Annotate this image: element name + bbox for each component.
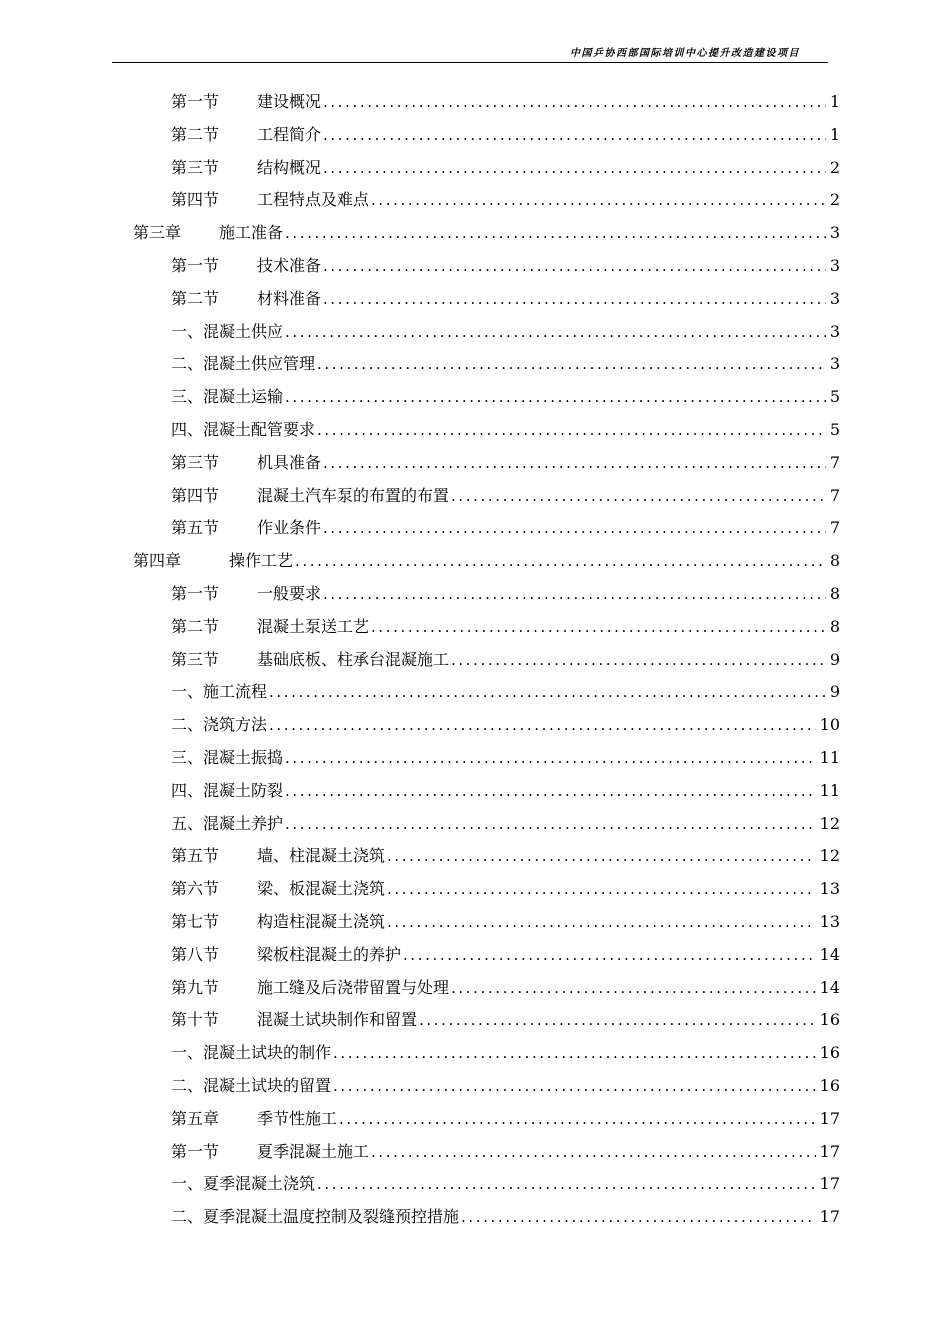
toc-dot-leader xyxy=(333,1070,816,1102)
toc-entry-title: 混凝土试块制作和留置 xyxy=(257,1010,418,1029)
toc-entry-page-number: 3 xyxy=(829,223,840,242)
toc-entry-label xyxy=(171,250,321,282)
toc-entry[interactable] xyxy=(171,676,840,708)
toc-entry-title: 二、夏季混凝土温度控制及裂缝预控措施 xyxy=(171,1207,460,1226)
toc-dot-leader xyxy=(323,447,826,479)
toc-entry-number: 第二节 xyxy=(171,125,220,144)
toc-dot-leader xyxy=(371,1136,816,1168)
toc-entry-number: 第五节 xyxy=(171,846,220,865)
toc-entry[interactable] xyxy=(171,1136,840,1168)
toc-entry[interactable] xyxy=(171,152,840,184)
toc-entry-page-number: 12 xyxy=(819,814,840,833)
toc-entry-number: 第五节 xyxy=(171,518,220,537)
toc-entry-page-number: 17 xyxy=(819,1109,840,1128)
toc-entry-title: 季节性施工 xyxy=(257,1109,338,1128)
toc-entry-number: 第一节 xyxy=(171,584,220,603)
toc-entry-page-number: 1 xyxy=(829,92,840,111)
toc-dot-leader xyxy=(285,775,816,807)
toc-dot-leader xyxy=(317,414,826,446)
toc-entry-page-number: 3 xyxy=(829,322,840,341)
toc-entry-title: 二、浇筑方法 xyxy=(171,715,268,734)
toc-entry-label xyxy=(171,414,315,446)
toc-entry-number: 第四节 xyxy=(171,486,220,505)
toc-entry-title: 作业条件 xyxy=(257,518,322,537)
toc-entry-page-number: 16 xyxy=(819,1043,840,1062)
toc-entry-label xyxy=(171,381,283,413)
toc-dot-leader xyxy=(269,676,826,708)
toc-entry-label xyxy=(171,1037,331,1069)
toc-entry-title: 一、混凝土试块的制作 xyxy=(171,1043,332,1062)
toc-entry-page-number: 13 xyxy=(819,879,840,898)
toc-entry-title: 一般要求 xyxy=(257,584,322,603)
toc-entry-title: 一、施工流程 xyxy=(171,682,268,701)
toc-entry-number: 第五章 xyxy=(171,1109,220,1128)
toc-dot-leader xyxy=(387,906,816,938)
toc-entry-page-number: 13 xyxy=(819,912,840,931)
toc-entry-page-number: 8 xyxy=(829,551,840,570)
toc-entry-number: 第九节 xyxy=(171,978,220,997)
toc-entry[interactable] xyxy=(171,184,840,216)
toc-entry[interactable] xyxy=(171,1004,840,1036)
toc-entry[interactable] xyxy=(171,709,840,741)
toc-entry-label xyxy=(171,742,283,774)
toc-entry-page-number: 9 xyxy=(829,650,840,669)
toc-entry-number: 第一节 xyxy=(171,1142,220,1161)
toc-entry-page-number: 2 xyxy=(829,190,840,209)
toc-entry-page-number: 7 xyxy=(829,486,840,505)
toc-entry[interactable] xyxy=(171,1070,840,1102)
toc-entry-page-number: 8 xyxy=(829,584,840,603)
toc-entry-page-number: 2 xyxy=(829,158,840,177)
toc-entry-title: 三、混凝土运输 xyxy=(171,387,284,406)
toc-entry-label xyxy=(171,775,283,807)
toc-entry-label xyxy=(171,512,321,544)
toc-entry-number: 第二节 xyxy=(171,617,220,636)
toc-entry-page-number: 9 xyxy=(829,682,840,701)
toc-entry[interactable] xyxy=(171,906,840,938)
toc-entry-title: 混凝土泵送工艺 xyxy=(257,617,370,636)
toc-dot-leader xyxy=(323,250,826,282)
toc-entry-title: 一、夏季混凝土浇筑 xyxy=(171,1174,316,1193)
toc-entry-page-number: 5 xyxy=(829,420,840,439)
toc-entry-title: 工程特点及难点 xyxy=(257,190,370,209)
toc-entry-label xyxy=(171,152,321,184)
toc-entry[interactable] xyxy=(171,283,840,315)
toc-entry-title: 施工准备 xyxy=(219,223,284,242)
toc-entry-title: 机具准备 xyxy=(257,453,322,472)
toc-entry-number: 第二节 xyxy=(171,289,220,308)
toc-dot-leader xyxy=(419,1004,816,1036)
toc-entry-label xyxy=(171,1070,331,1102)
toc-dot-leader xyxy=(285,217,826,249)
toc-entry-number: 第三节 xyxy=(171,158,220,177)
toc-entry-page-number: 10 xyxy=(819,715,840,734)
toc-entry-title: 二、混凝土试块的留置 xyxy=(171,1076,332,1095)
toc-entry-number: 第四节 xyxy=(171,190,220,209)
toc-dot-leader xyxy=(269,709,816,741)
toc-entry-label xyxy=(171,1168,315,1200)
toc-entry-title: 结构概况 xyxy=(257,158,322,177)
toc-entry-label xyxy=(171,316,283,348)
toc-entry[interactable] xyxy=(171,1168,840,1200)
toc-entry-page-number: 17 xyxy=(819,1207,840,1226)
toc-dot-leader xyxy=(339,1103,816,1135)
toc-entry-page-number: 3 xyxy=(829,256,840,275)
toc-entry[interactable] xyxy=(171,644,840,676)
toc-entry-label xyxy=(171,939,401,971)
toc-entry-title: 四、混凝土配管要求 xyxy=(171,420,316,439)
toc-dot-leader xyxy=(451,972,816,1004)
toc-entry-page-number: 7 xyxy=(829,453,840,472)
toc-entry-label xyxy=(171,1103,337,1135)
toc-entry-title: 二、混凝土供应管理 xyxy=(171,354,316,373)
toc-entry[interactable] xyxy=(171,1201,840,1233)
toc-entry-label xyxy=(171,1201,459,1233)
toc-entry[interactable] xyxy=(171,86,840,118)
toc-dot-leader xyxy=(323,86,826,118)
toc-entry-page-number: 3 xyxy=(829,289,840,308)
toc-entry[interactable] xyxy=(171,873,840,905)
toc-dot-leader xyxy=(317,348,826,380)
toc-entry-title: 构造柱混凝土浇筑 xyxy=(257,912,386,931)
toc-entry[interactable] xyxy=(171,775,840,807)
toc-entry-title: 一、混凝土供应 xyxy=(171,322,284,341)
toc-entry-title: 混凝土汽车泵的布置的布置 xyxy=(257,486,450,505)
toc-dot-leader xyxy=(317,1168,816,1200)
toc-entry[interactable] xyxy=(171,250,840,282)
toc-dot-leader xyxy=(371,611,826,643)
toc-entry-label xyxy=(171,119,321,151)
toc-entry[interactable] xyxy=(171,414,840,446)
toc-entry[interactable] xyxy=(171,939,840,971)
toc-entry-title: 夏季混凝土施工 xyxy=(257,1142,370,1161)
toc-entry-title: 梁、板混凝土浇筑 xyxy=(257,879,386,898)
toc-entry[interactable] xyxy=(171,480,840,512)
toc-dot-leader xyxy=(285,381,826,413)
toc-dot-leader xyxy=(323,152,826,184)
toc-entry[interactable] xyxy=(171,381,840,413)
toc-entry-page-number: 7 xyxy=(829,518,840,537)
toc-entry-title: 施工缝及后浇带留置与处理 xyxy=(257,978,450,997)
toc-entry-page-number: 11 xyxy=(819,781,840,800)
toc-entry-title: 操作工艺 xyxy=(229,551,294,570)
toc-dot-leader xyxy=(451,644,826,676)
toc-entry-label xyxy=(171,184,369,216)
toc-entry-label xyxy=(171,611,369,643)
toc-entry[interactable] xyxy=(171,1103,840,1135)
toc-entry-label xyxy=(171,1004,417,1036)
toc-entry-title: 建设概况 xyxy=(257,92,322,111)
toc-entry-number: 第六节 xyxy=(171,879,220,898)
toc-entry-label xyxy=(171,972,449,1004)
toc-entry-number: 第三节 xyxy=(171,453,220,472)
toc-entry-page-number: 17 xyxy=(819,1142,840,1161)
toc-entry-page-number: 5 xyxy=(829,387,840,406)
toc-entry-page-number: 11 xyxy=(819,748,840,767)
toc-entry-number: 第三章 xyxy=(133,223,182,242)
header-title: 中国乒协西部国际培训中心提升改造建设项目 xyxy=(570,48,800,59)
toc-dot-leader xyxy=(333,1037,816,1069)
toc-entry-label xyxy=(171,348,315,380)
toc-entry[interactable] xyxy=(171,512,840,544)
toc-entry[interactable] xyxy=(133,545,840,577)
toc-entry[interactable] xyxy=(171,972,840,1004)
toc-entry-label xyxy=(171,873,385,905)
toc-entry-label xyxy=(171,709,267,741)
toc-entry-label xyxy=(171,283,321,315)
toc-entry[interactable] xyxy=(171,1037,840,1069)
toc-entry-number: 第一节 xyxy=(171,92,220,111)
toc-entry-label xyxy=(171,480,449,512)
toc-entry-page-number: 3 xyxy=(829,354,840,373)
toc-entry-label xyxy=(171,676,267,708)
toc-entry-number: 第四章 xyxy=(133,551,182,570)
toc-entry-title: 材料准备 xyxy=(257,289,322,308)
page-header xyxy=(112,40,828,63)
toc-entry[interactable] xyxy=(171,578,840,610)
toc-entry[interactable] xyxy=(133,217,840,249)
toc-dot-leader xyxy=(403,939,816,971)
toc-dot-leader xyxy=(451,480,826,512)
toc-entry-number: 第七节 xyxy=(171,912,220,931)
toc-entry-number: 第一节 xyxy=(171,256,220,275)
toc-entry[interactable] xyxy=(171,808,840,840)
toc-entry-title: 技术准备 xyxy=(257,256,322,275)
toc-entry-page-number: 16 xyxy=(819,1010,840,1029)
toc-dot-leader xyxy=(323,578,826,610)
toc-entry[interactable] xyxy=(171,348,840,380)
toc-entry-label xyxy=(133,545,293,577)
toc-entry-title: 梁板柱混凝土的养护 xyxy=(257,945,402,964)
toc-entry-page-number: 17 xyxy=(819,1174,840,1193)
toc-entry-number: 第八节 xyxy=(171,945,220,964)
toc-entry-label xyxy=(171,1136,369,1168)
toc-entry[interactable] xyxy=(171,840,840,872)
toc-entry-number: 第十节 xyxy=(171,1010,220,1029)
toc-entry-label xyxy=(171,840,385,872)
toc-entry[interactable] xyxy=(171,119,840,151)
toc-dot-leader xyxy=(285,742,816,774)
toc-entry[interactable] xyxy=(171,742,840,774)
toc-entry-page-number: 14 xyxy=(819,978,840,997)
toc-entry-title: 工程简介 xyxy=(257,125,322,144)
toc-dot-leader xyxy=(387,840,816,872)
toc-dot-leader xyxy=(323,283,826,315)
toc-dot-leader xyxy=(323,512,826,544)
toc-entry-title: 三、混凝土振捣 xyxy=(171,748,284,767)
toc-entry[interactable] xyxy=(171,447,840,479)
toc-entry-label xyxy=(171,906,385,938)
toc-entry-label xyxy=(171,447,321,479)
toc-entry[interactable] xyxy=(171,611,840,643)
toc-entry-title: 五、混凝土养护 xyxy=(171,814,284,833)
toc-entry-page-number: 14 xyxy=(819,945,840,964)
toc-entry-label xyxy=(171,578,321,610)
toc-dot-leader xyxy=(461,1201,816,1233)
toc-entry-label xyxy=(171,86,321,118)
toc-entry-page-number: 8 xyxy=(829,617,840,636)
toc-entry-page-number: 12 xyxy=(819,846,840,865)
toc-dot-leader xyxy=(295,545,826,577)
toc-entry-page-number: 16 xyxy=(819,1076,840,1095)
toc-dot-leader xyxy=(371,184,826,216)
toc-entry-label xyxy=(171,808,283,840)
toc-dot-leader xyxy=(323,119,826,151)
toc-dot-leader xyxy=(285,316,826,348)
toc-dot-leader xyxy=(285,808,816,840)
toc-entry-title: 基础底板、柱承台混凝施工 xyxy=(257,650,450,669)
toc-entry-label xyxy=(133,217,283,249)
toc-entry-title: 墙、柱混凝土浇筑 xyxy=(257,846,386,865)
toc-entry-number: 第三节 xyxy=(171,650,220,669)
toc-entry-title: 四、混凝土防裂 xyxy=(171,781,284,800)
toc-entry-page-number: 1 xyxy=(829,125,840,144)
toc-entry-label xyxy=(171,644,449,676)
toc-dot-leader xyxy=(387,873,816,905)
toc-entry[interactable] xyxy=(171,316,840,348)
